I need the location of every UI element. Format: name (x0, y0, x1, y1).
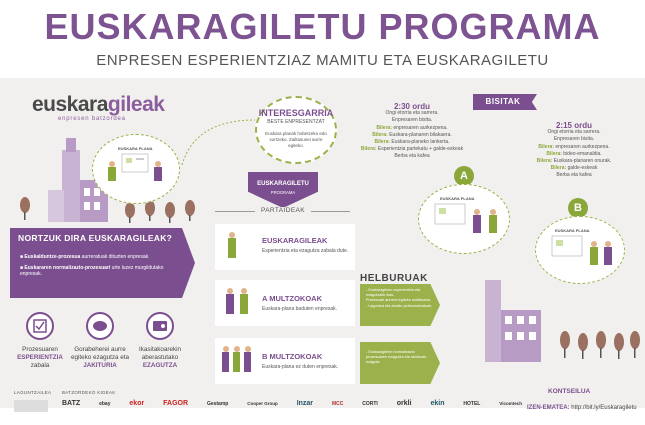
sponsor-gestamp: Gestamp (206, 400, 229, 407)
footer-laguntzailea: LAGUNTZAILEA (14, 390, 52, 395)
feature-jakituria: Gorabeherei aurre egiteko ezagutza eta JAKITURIA (70, 346, 130, 369)
partaideak-label: PARTAIDEAK (255, 207, 311, 214)
brain-icon (86, 312, 114, 340)
euskaragileak-logo: euskaragileak (32, 93, 165, 116)
logo-tagline: enpresen batzordea (58, 116, 126, 122)
sponsor-orkli: orkli (396, 400, 412, 407)
helburuak-a-text: - Euskaragileen esperientzia eta ezagutzatik ikas- Prozesuari aurrera egiteko motibazioa. - Laguntza eta aholku pertsonalizatuak. (366, 288, 433, 308)
sponsor-logo-laguntzailea (14, 398, 50, 414)
check-icon (26, 312, 54, 340)
sponsor-hotel: HOTEL (463, 400, 481, 407)
sponsor-corti: CORTI (362, 400, 378, 407)
interesgarria-sub: BESTE ENPRESENTZAT (267, 119, 325, 125)
interesgarria-title: INTERESGARRIA (258, 108, 334, 118)
board-label-a: EUSKARA PLANA (440, 196, 475, 201)
page-title: EUSKARAGILETU PROGRAMA (44, 6, 601, 47)
row-1-head: EUSKARAGILEAK (262, 236, 328, 245)
helburuak-heading: HELBURUAK (360, 273, 428, 284)
sponsor-mcc: MCC (331, 400, 344, 407)
helburuak-b-text: - Euskaragileen normalizazio prozesuaren ezagutza eta aholkuak ezaguta (366, 350, 427, 365)
nortzuk-item-2: ■ Euskararen normalizazio-prozesuari urte luzez murgildutako enpresak. (20, 265, 164, 277)
row-3-head: B MULTZOKOAK (262, 352, 323, 361)
nortzuk-heading: NORTZUK DIRA EUSKARAGILEAK? (18, 233, 173, 243)
page-subtitle: ENPRESEN ESPERIENTZIAZ MAMITU ETA EUSKARAGILETU (96, 52, 549, 69)
bisitak-label: BISITAK (485, 97, 521, 106)
nortzuk-item-1: ■ Euskalduntze-prozesua aurreratuak dituzten enpresak. (20, 254, 150, 260)
izen-ematea: IZEN-EMATEA: http://bit.ly/Euskaragiletu (527, 405, 637, 411)
feature-ezagutza: Ikasitakoarekin aberastutako EZAGUTZA (139, 346, 181, 369)
row-3-text: Euskara-plana ez duten enpresak. (262, 364, 339, 370)
badge-a: A (454, 166, 474, 186)
sponsor-logos (62, 400, 522, 407)
sponsor-batz: BATZ (62, 400, 81, 407)
row-2-text: Euskara-plana baduten enpresak. (262, 306, 338, 312)
footer-batzordekideak: BATZORDEKO KIDEAK (62, 390, 116, 395)
sponsor-cooper: Cooper Group (247, 401, 278, 406)
figure-pair-1 (222, 229, 252, 265)
feature-esperientzia: Prozesuaren ESPERIENTZIA zabala (17, 346, 63, 369)
sponsor-ekin: ekin (430, 400, 445, 407)
program-arrow-title: EUSKARAGILETU (257, 181, 309, 187)
board-label-b: EUSKARA PLANA (555, 228, 590, 233)
building-illustration-right (475, 270, 645, 375)
sponsor-ebay: ebay (99, 400, 111, 407)
sponsor-inzar: Inzar (296, 400, 314, 407)
board-label-left: EUSKARA PLANA (118, 146, 153, 151)
interesgarria-bubble (255, 96, 337, 164)
sponsor-ekor: ekor (129, 400, 145, 407)
figure-pair-2 (222, 285, 256, 321)
meeting-figures-a (425, 202, 505, 247)
program-arrow-sub: PROGRAMA (270, 190, 296, 195)
row-2-head: A MULTZOKOAK (262, 294, 322, 303)
izen-url[interactable]: http://bit.ly/Euskaragiletu (571, 405, 637, 411)
interesgarria-text: Euskara planak hobetzeko edo sortzeko. Zailtasunei aurre egiteko. (265, 131, 327, 148)
sponsor-fagor: FAGOR (163, 400, 189, 407)
meeting-figures-left (100, 152, 175, 197)
row-1-text: Esperientzia eta ezagutza zabala dute. (262, 248, 349, 254)
badge-b: B (568, 198, 588, 218)
schedule-b: 2:15 ordu Ongi etorria eta sarrera. Enpresaren bisita. Bilera: enpresaren aurkezpena. Bilera: bideo-emanaldia. Bilera: Euskara-planaren onurak. Bilera: galde-eskeak Berba eta kafea (536, 121, 612, 179)
schedule-a: 2:30 ordu Ongi etorria eta sarrera. Enpresaren bisita. Bilera: enpresaren aurkezpena. Bilera: Euskara-planaren bilakaera. Bilera: Euskara-planeko lankerta. Bilera: Esperientzia partekatu + galde-eskeak Berba eta kafea (360, 102, 464, 160)
connector-line (180, 110, 260, 170)
council-logo: KONTSEILUA (548, 388, 591, 395)
figure-group-3 (220, 343, 260, 379)
radio-icon (146, 312, 174, 340)
sponsor-vicomtech: Vicomtech (499, 401, 522, 406)
